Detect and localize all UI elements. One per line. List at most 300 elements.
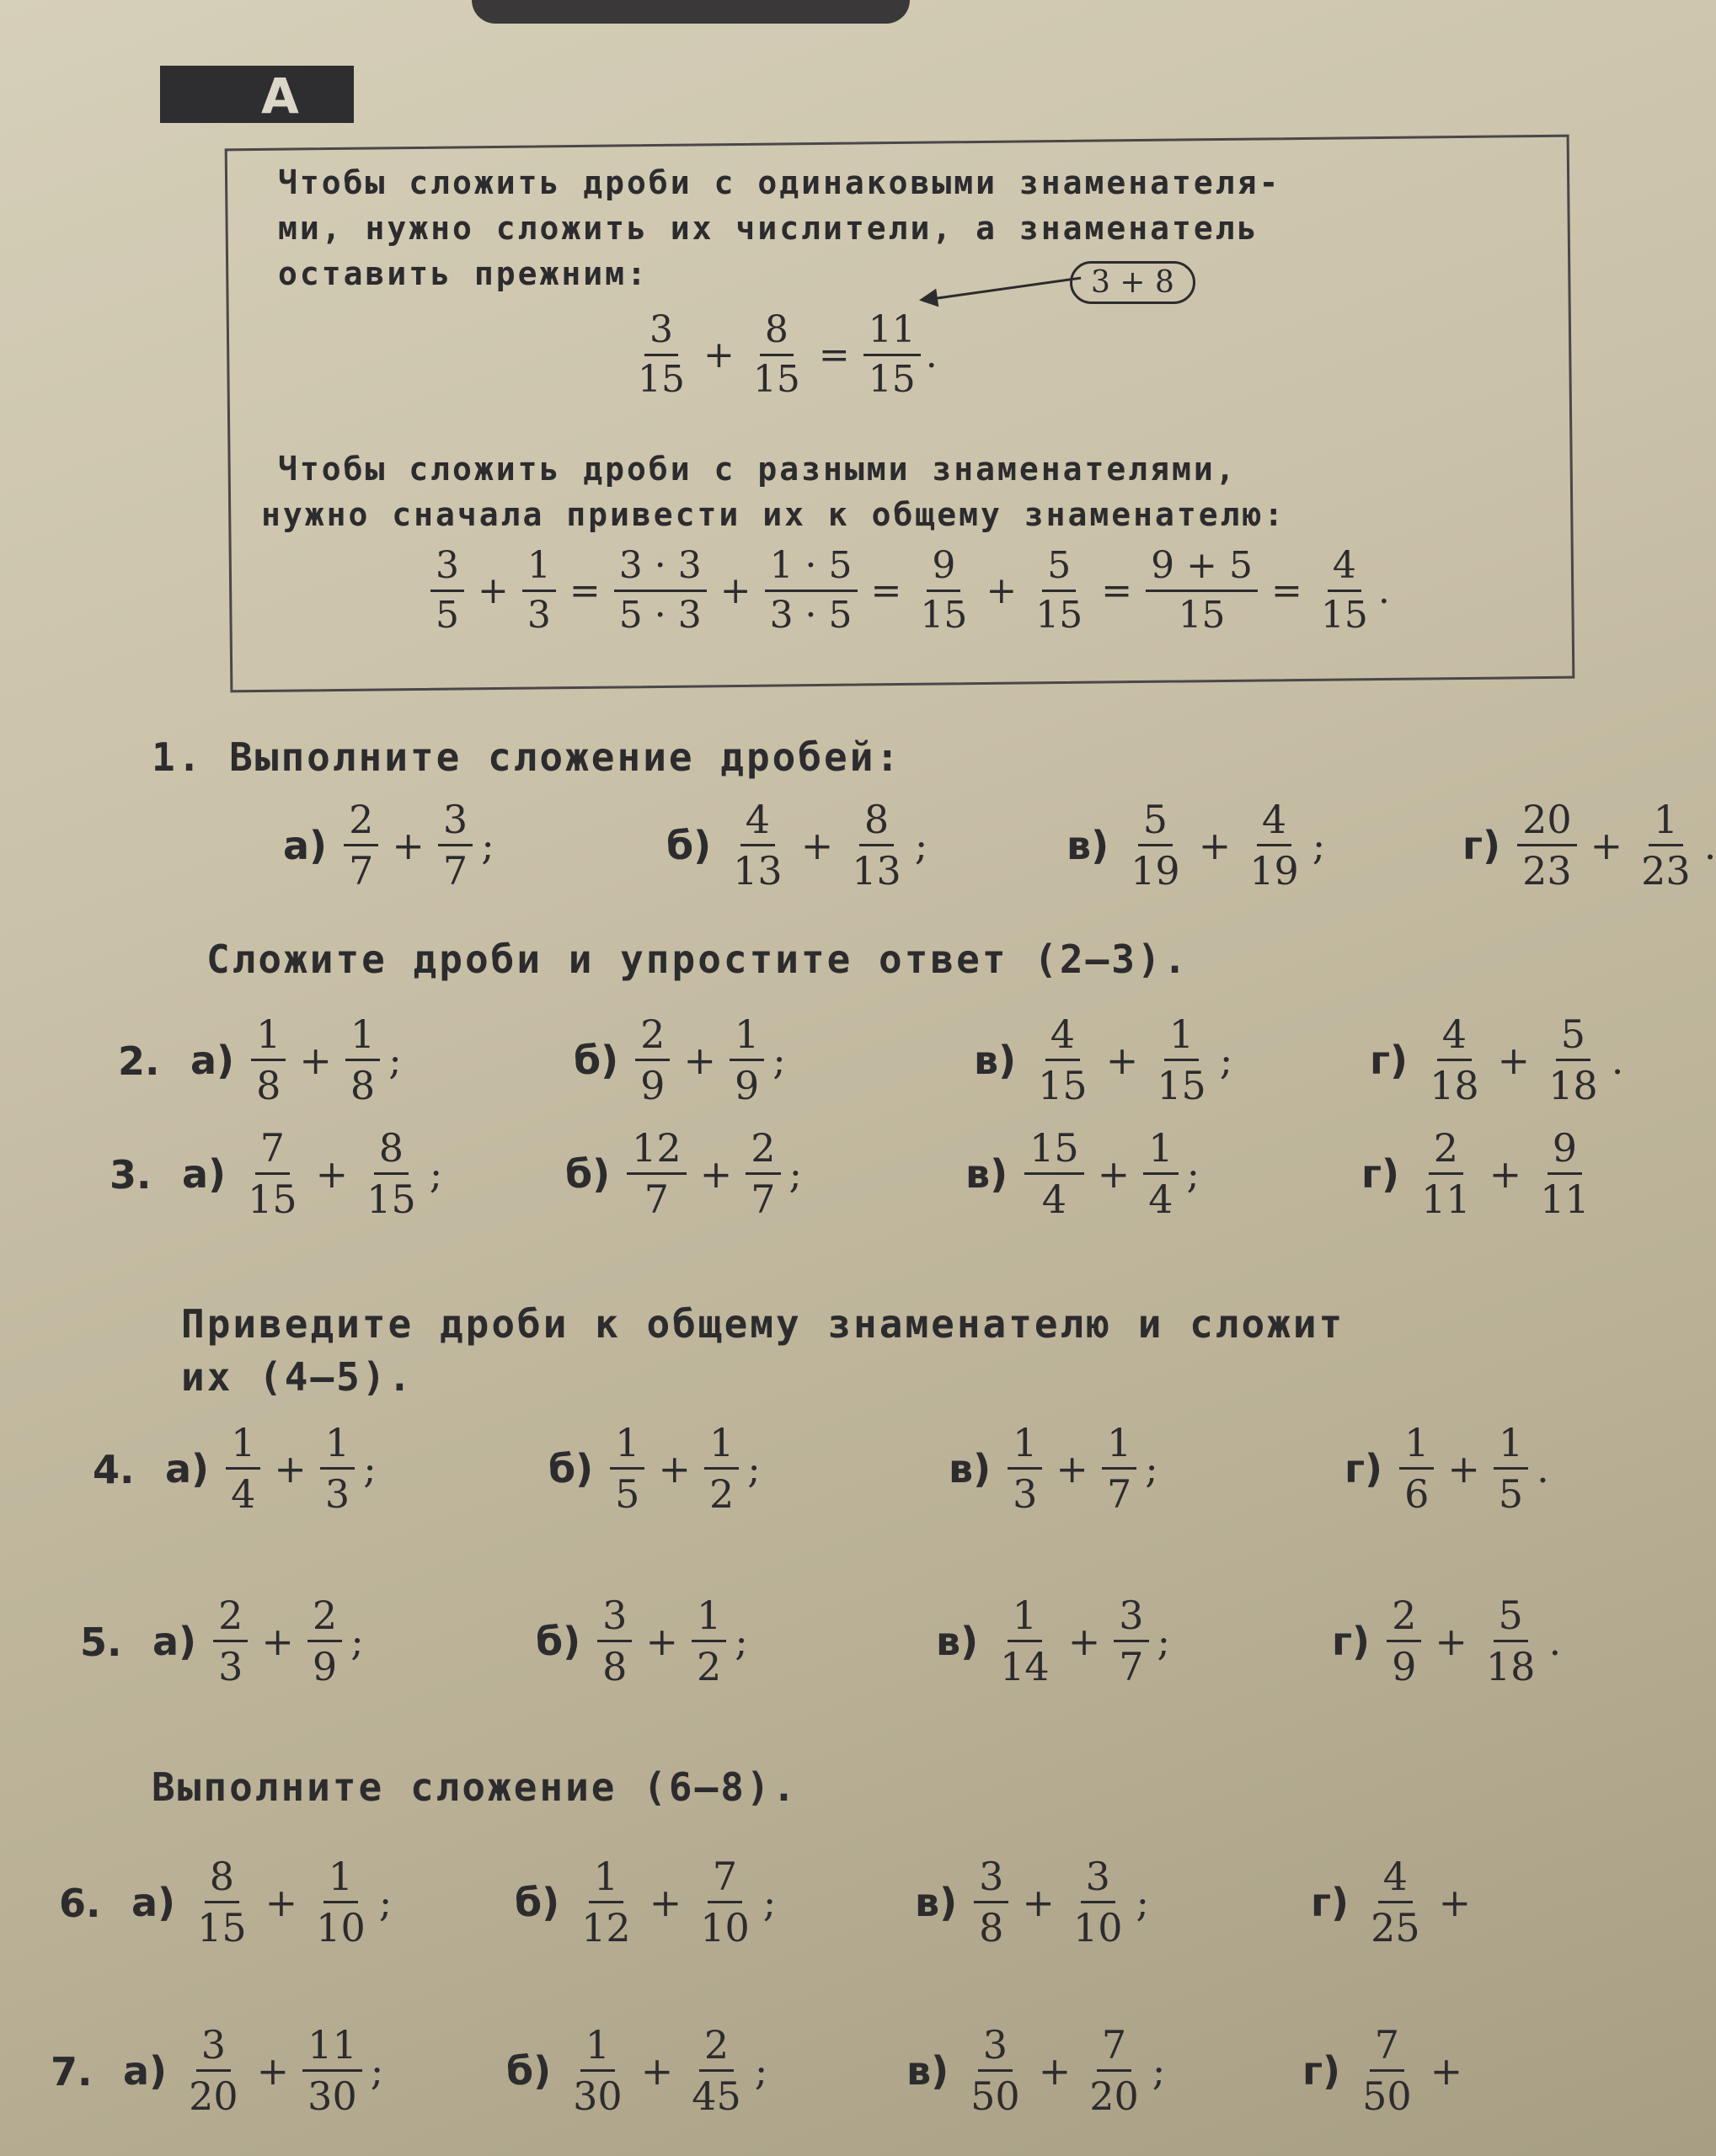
item-label: б) [574,1037,619,1083]
plus-sign: + [274,1445,307,1492]
fraction [438,797,473,894]
denominator: 18 [1485,1644,1536,1689]
numerator: 1 [580,2025,615,2072]
rule1-line2: ми, нужно сложить их числители, а знаменатель [278,210,1259,247]
denominator: 14 [1000,1644,1050,1689]
example-fraction [1316,544,1373,637]
numerator: 5 [1556,1015,1590,1061]
item-terminator: ; [1145,1445,1158,1492]
plus-sign: + [1590,822,1623,868]
fraction [320,1420,355,1517]
item-terminator: ; [350,1618,364,1664]
plus-sign: + [699,1150,733,1197]
example-fraction [430,544,464,637]
item-terminator: ; [1152,2047,1166,2094]
rule1-line3: оставить прежним: [278,255,649,292]
numerator: 1 [1008,1596,1042,1642]
fraction [1114,1593,1148,1689]
numerator: 3 [1081,1857,1115,1903]
denominator: 23 [1641,848,1691,894]
exercise-row [93,1420,1597,1517]
fraction [728,797,788,894]
item-label: а) [123,2047,168,2094]
fraction [1143,1125,1178,1222]
denominator: 8 [256,1063,281,1108]
denominator: 3 [527,594,551,637]
numerator: 1 [704,1423,739,1470]
denominator: 6 [1404,1471,1430,1517]
fraction [995,1593,1055,1689]
rule1-example: $\frac{3}{15}$ + $\frac{8}{15}$ = $\frac{11}{15}$ . [628,312,938,398]
denominator: 3 [218,1644,243,1689]
denominator: 9 [312,1644,338,1689]
numerator: 1 [320,1423,355,1470]
item-terminator: ; [388,1037,402,1083]
exercise-item [936,1593,1171,1689]
item-label: в) [906,2047,949,2094]
denominator: 15 [638,358,685,401]
equals-sign: = [1101,569,1133,612]
fraction [1366,1854,1425,1951]
numerator: 3 [644,312,678,356]
exercise-item [131,1854,393,1951]
fraction [361,1125,421,1222]
denominator: 15 [868,358,916,401]
denominator: 10 [1072,1905,1123,1951]
exercise-4-5-heading-line1: Приведите дроби к общему знаменателю и сложит [181,1301,1345,1347]
numerator: 1 [1143,1129,1178,1175]
plus-sign: + [986,569,1018,612]
example-fraction [748,308,805,401]
exercise-row [59,1854,1564,1951]
fraction [243,1125,302,1222]
numerator: 1 [1649,800,1683,846]
numerator: 2 [699,2025,734,2072]
fraction [1494,1420,1528,1517]
numerator: 5 [1042,547,1076,592]
item-label: г) [1462,822,1501,868]
plus-sign: + [719,569,751,612]
item-label: б) [548,1445,594,1492]
fraction [1481,1593,1541,1689]
item-label: а) [131,1879,176,1925]
item-label: г) [1344,1445,1383,1492]
exercise-6-8-heading: Выполните сложение (6—8). [152,1764,799,1810]
fraction [1357,2022,1417,2119]
item-terminator: ; [772,1037,786,1083]
plus-sign: + [640,2047,674,2094]
rule2-example: $\frac{3}{5}$ + $\frac{1}{3}$ = $\frac{3 \cdot 3}{5 \cdot 3}$ + $\frac{1 \cdot 5}{3 \cdot 5}$ = $\frac{9}{15}$ + $\frac{5}{15}$ = $\frac{9 + 5}{15}$ = $\frac{4}{15}$ . [425,547,1390,634]
denominator: 15 [1320,594,1368,637]
fraction [192,1854,252,1951]
denominator: 15 [248,1177,297,1222]
plus-sign: + [1067,1618,1101,1664]
exercise-item [906,2022,1166,2119]
denominator: 8 [350,1063,376,1108]
fraction [974,1854,1008,1951]
fraction [1033,1011,1093,1108]
plus-sign: + [683,1037,716,1083]
item-label: в) [949,1445,992,1492]
denominator: 3 [1013,1471,1038,1517]
fraction [1008,1420,1042,1517]
item-label: г) [1332,1618,1371,1664]
denominator: 15 [1038,1063,1088,1108]
exercise-item [1066,797,1326,894]
plus-sign: + [1489,1150,1522,1197]
exercise-row [51,2022,1555,2119]
denominator: 15 [1178,594,1226,637]
item-terminator: ; [1186,1150,1200,1197]
item-terminator: ; [363,1445,377,1492]
item-terminator: ; [1219,1037,1233,1083]
plus-sign: + [1497,1037,1531,1083]
numerator: 2 [635,1015,670,1061]
plus-sign: + [1105,1037,1139,1083]
plus-sign: + [1447,1445,1480,1492]
denominator: 5 [436,594,459,637]
item-terminator: . [1703,822,1716,868]
denominator: 5 · 3 [618,594,702,637]
numerator: 4 [1257,800,1291,846]
item-label: а) [152,1618,197,1664]
item-label: б) [536,1618,581,1664]
section-letter: А [261,67,299,125]
equals-sign: = [1270,569,1302,612]
item-terminator: ; [762,1879,777,1925]
exercise-item [190,1011,402,1108]
numerator: 5 [1138,800,1173,846]
plus-sign: + [703,334,735,376]
plus-sign: + [1097,1150,1131,1197]
exercise-number: 4. [93,1447,135,1492]
denominator: 9 [1392,1644,1417,1689]
exercise-item [1462,797,1716,894]
fraction [344,797,378,894]
fraction [1425,1011,1484,1108]
exercise-item [574,1011,786,1108]
fraction [184,2022,243,2119]
exercise-item [152,1593,364,1689]
plus-sign: + [800,822,834,868]
numerator: 2 [344,800,378,846]
numerator: 1 [1494,1423,1528,1470]
fraction [576,1854,636,1951]
numerator: 4 [1045,1015,1080,1061]
example-fraction [1146,544,1258,637]
denominator: 15 [920,594,968,637]
denominator: 20 [1089,2073,1139,2119]
item-terminator: . [1611,1037,1624,1083]
numerator: 7 [1370,2025,1404,2072]
fraction [307,1593,342,1689]
numerator: 7 [255,1129,290,1175]
numerator: 2 [213,1596,248,1642]
denominator: 23 [1522,848,1572,894]
denominator: 5 [615,1471,640,1517]
plus-sign: + [265,1879,298,1925]
numerator: 7 [708,1857,742,1903]
numerator: 20 [1517,800,1577,846]
item-label: г) [1302,2047,1341,2094]
plus-sign: + [299,1037,332,1083]
denominator: 30 [573,2073,623,2119]
numerator: 7 [1097,2025,1131,2072]
denominator: 2 [708,1471,735,1517]
item-terminator: ; [429,1150,443,1197]
numerator: 8 [374,1129,409,1175]
numerator: 9 [1548,1129,1582,1175]
fraction [965,2022,1025,2119]
plus-sign: + [1430,2047,1463,2094]
exercise-item [1370,1011,1624,1108]
fraction [1416,1125,1476,1222]
plus-sign: + [1198,822,1232,868]
exercise-item [515,1854,777,1951]
denominator: 50 [1362,2073,1412,2119]
denominator: 15 [197,1905,247,1951]
denominator: 10 [700,1905,750,1951]
exercise-item [565,1125,803,1222]
fraction [687,2022,746,2119]
numerator: 4 [1437,1015,1472,1061]
numerator: 4 [740,800,775,846]
numerator: 11 [302,2025,362,2072]
fraction [568,2022,628,2119]
numerator: 3 [1114,1596,1148,1642]
plus-sign: + [478,569,509,612]
example-fraction [863,308,921,401]
fraction [730,1011,764,1108]
exercise-item [1302,2022,1471,2119]
exercise-item [123,2022,384,2119]
denominator: 7 [442,848,468,894]
denominator: 19 [1131,848,1180,894]
exercise-number: 3. [110,1152,152,1198]
fraction [610,1420,644,1517]
item-label: б) [666,822,712,868]
exercise-item [1344,1420,1549,1517]
sum-cloud: 3 + 8 [1070,261,1195,304]
exercise-2-3-heading: Сложите дроби и упростите ответ (2—3). [206,937,1189,982]
fraction [1084,2022,1144,2119]
numerator: 1 [1399,1423,1434,1470]
fraction [1024,1125,1084,1222]
exercise-number: 5. [80,1620,122,1665]
denominator: 4 [231,1471,256,1517]
denominator: 11 [1540,1177,1590,1222]
item-label: г) [1361,1150,1400,1197]
item-label: а) [165,1445,210,1492]
fraction [311,1854,371,1951]
denominator: 10 [316,1905,366,1951]
fraction [1636,797,1696,894]
fraction [597,1593,632,1689]
plus-sign: + [645,1618,678,1664]
denominator: 2 [696,1644,722,1689]
equals-sign: = [818,334,850,376]
denominator: 5 [1498,1471,1524,1517]
item-label: в) [965,1150,1008,1197]
denominator: 15 [366,1177,416,1222]
item-label: б) [565,1150,611,1197]
item-terminator: ; [747,1445,761,1492]
item-terminator: ; [735,1618,748,1664]
denominator: 15 [752,358,800,401]
fraction [213,1593,248,1689]
example-fraction [614,544,707,637]
exercise-item [506,2022,768,2119]
plus-sign: + [658,1445,691,1492]
denominator: 18 [1548,1063,1598,1108]
item-label: в) [915,1879,958,1925]
denominator: 15 [1035,594,1083,637]
rule2-line2: нужно сначала привести их к общему знаменателю: [261,496,1286,533]
exercise-item [165,1420,377,1517]
item-label: а) [190,1037,235,1083]
denominator: 8 [602,1644,628,1689]
exercise-item [536,1593,748,1689]
fraction [1399,1420,1434,1517]
exercise-item [666,797,928,894]
numerator: 2 [1387,1596,1421,1642]
item-label: б) [506,2047,552,2094]
numerator: 15 [1024,1129,1084,1175]
fraction [1102,1420,1136,1517]
numerator: 1 [345,1015,380,1061]
exercise-item [949,1420,1158,1517]
denominator: 7 [644,1177,670,1222]
item-label: а) [182,1150,227,1197]
numerator: 3 [430,547,464,592]
denominator: 30 [307,2073,357,2119]
numerator: 2 [307,1596,342,1642]
fraction [627,1125,687,1222]
denominator: 9 [734,1063,760,1108]
numerator: 8 [760,312,794,356]
rule2-line1: Чтобы сложить дроби с разными знаменателями, [278,451,1238,488]
exercise-item [1361,1125,1600,1222]
numerator: 1 [323,1857,358,1903]
item-terminator: ; [789,1150,803,1197]
numerator: 3 [196,2025,231,2072]
item-label: в) [936,1618,979,1664]
numerator: 8 [859,800,894,846]
denominator: 45 [692,2073,741,2119]
fraction [746,1125,780,1222]
fraction [1068,1854,1128,1951]
item-label: г) [1370,1037,1409,1083]
exercise-row [211,797,1716,894]
fraction [847,797,906,894]
exercise-4-5-heading-line2: их (4—5). [181,1354,414,1400]
exercise-1-heading: 1. Выполните сложение дробей: [152,734,902,780]
item-terminator: . [1548,1618,1562,1664]
fraction [635,1011,670,1108]
plus-sign: + [256,2047,290,2094]
numerator: 1 [1164,1015,1199,1061]
fraction [226,1420,260,1517]
numerator: 3 [597,1596,632,1642]
fraction [692,1593,726,1689]
exercise-item [283,797,494,894]
item-terminator: ; [481,822,494,868]
rule1-line1: Чтобы сложить дроби с одинаковыми знаменателя- [278,164,1281,201]
numerator: 1 · 5 [765,547,858,592]
item-terminator: ; [1312,822,1326,868]
plus-sign: + [1435,1618,1467,1664]
item-label: в) [974,1037,1017,1083]
denominator: 7 [751,1177,776,1222]
fraction [695,1854,755,1951]
denominator: 19 [1249,848,1299,894]
item-label: а) [283,822,328,868]
exercise-item [1311,1854,1479,1951]
numerator: 1 [610,1423,644,1470]
denominator: 20 [189,2073,238,2119]
plus-sign: + [392,822,425,868]
exercise-row [118,1011,1624,1108]
exercise-item [915,1854,1150,1951]
numerator: 1 [1008,1423,1042,1470]
numerator: 1 [522,547,556,592]
fraction [1125,797,1185,894]
denominator: 4 [1041,1177,1067,1222]
numerator: 9 [927,547,960,592]
denominator: 3 · 5 [769,594,853,637]
denominator: 9 [640,1063,666,1108]
fraction [1543,1011,1603,1108]
fraction [1387,1593,1421,1689]
denominator: 12 [581,1905,631,1951]
fraction [1517,797,1577,894]
numerator: 1 [692,1596,726,1642]
item-label: г) [1311,1879,1350,1925]
exercise-number: 7. [51,2049,93,2095]
numerator: 5 [1494,1596,1528,1642]
item-terminator: ; [754,2047,768,2094]
fraction [345,1011,380,1108]
denominator: 8 [979,1905,1004,1951]
exercise-row [80,1593,1585,1689]
denominator: 50 [970,2073,1020,2119]
fraction [1535,1125,1595,1222]
example-fraction [633,308,690,401]
example-fraction [765,544,858,637]
plus-sign: + [1038,2047,1072,2094]
numerator: 4 [1328,547,1361,592]
denominator: 18 [1430,1063,1479,1108]
equals-sign: = [569,569,601,612]
denominator: 13 [733,848,783,894]
denominator: 3 [324,1471,350,1517]
numerator: 1 [251,1015,286,1061]
exercise-item [182,1125,443,1222]
numerator: 3 · 3 [614,547,707,592]
exercise-item [548,1420,761,1517]
plus-sign: + [315,1150,349,1197]
numerator: 3 [438,800,473,846]
exercise-number: 2. [118,1038,160,1084]
exercise-row [110,1125,1614,1222]
fraction [1244,797,1304,894]
item-terminator: ; [378,1879,393,1925]
numerator: 2 [1429,1129,1463,1175]
numerator: 1 [1102,1423,1136,1470]
denominator: 15 [1157,1063,1206,1108]
denominator: 7 [1119,1644,1144,1689]
fraction [1152,1011,1211,1108]
